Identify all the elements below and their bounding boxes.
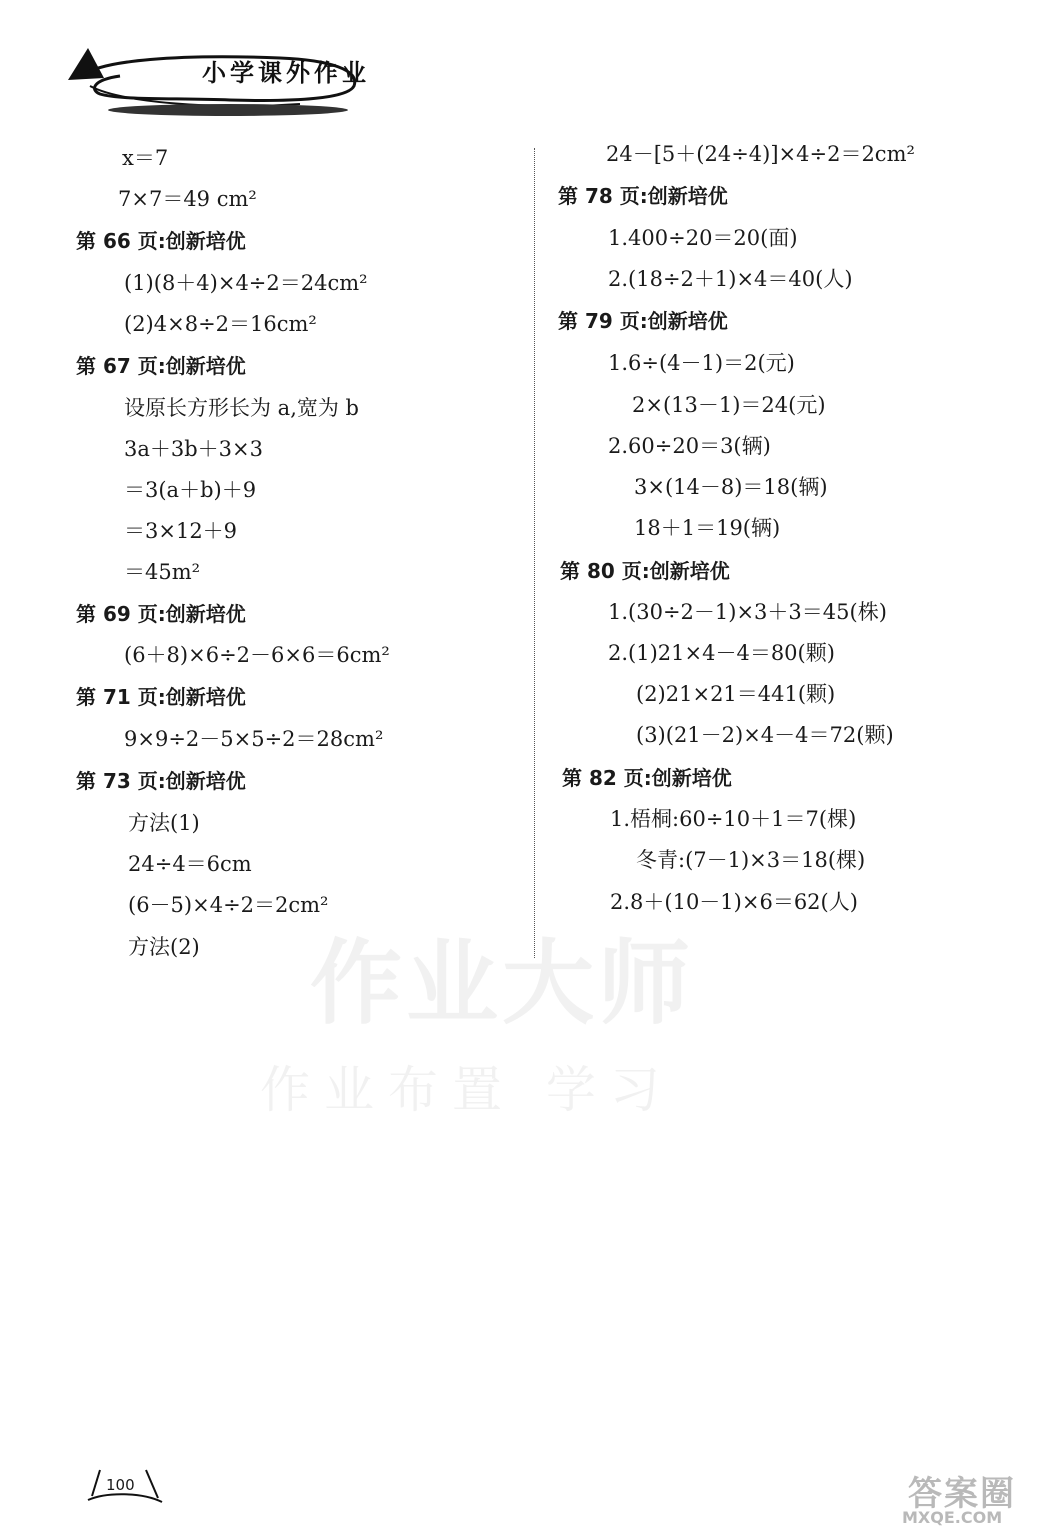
answer-line: 方法(1) [128,811,200,835]
watermark: 作业大师 作业布置 学习 [260,930,695,1119]
page-number-box [86,1462,166,1512]
answer-line: 24－[5＋(24÷4)]×4÷2＝2cm² [606,142,915,166]
answer-line: 3×(14－8)＝18(辆) [634,475,828,499]
section-heading: 第 78 页:创新培优 [558,184,728,208]
left-column [0,0,470,1000]
answer-line: 设原长方形长为 a,宽为 b [124,396,359,420]
column-divider [534,148,535,958]
answer-line: 1.(30÷2－1)×3＋3＝45(株) [608,600,887,624]
section-heading: 第 79 页:创新培优 [558,309,728,333]
answer-line: 1.梧桐:60÷10＋1＝7(棵) [610,807,857,831]
section-heading: 第 71 页:创新培优 [76,685,246,709]
answer-line: ＝3(a＋b)＋9 [124,478,257,502]
answer-line: 9×9÷2－5×5÷2＝28cm² [124,727,384,751]
answer-line: 冬青:(7－1)×3＝18(棵) [636,848,866,872]
answer-line: 7×7＝49 cm² [118,187,257,211]
header-title: 小学课外作业 [202,59,370,87]
answer-line: (1)(8＋4)×4÷2＝24cm² [124,271,368,295]
right-column [540,0,1010,1000]
answer-line: 18＋1＝19(辆) [634,516,781,540]
page-number: 100 [106,1476,135,1494]
answer-line: 1.6÷(4－1)＝2(元) [608,351,795,375]
section-heading: 第 67 页:创新培优 [76,354,246,378]
answer-line: x＝7 [122,146,169,170]
answer-line: (2)21×21＝441(颗) [636,682,836,706]
answer-line: (6＋8)×6÷2－6×6＝6cm² [124,643,390,667]
corner-logo-text: 答案圈 [908,1474,1016,1514]
corner-logo [902,1466,1032,1530]
section-heading: 第 73 页:创新培优 [76,769,246,793]
section-heading: 第 69 页:创新培优 [76,602,246,626]
answer-line: 3a＋3b＋3×3 [124,437,264,461]
answer-line: ＝45m² [124,560,201,584]
answer-line: (6－5)×4÷2＝2cm² [128,893,329,917]
corner-logo-url: MXQE.COM [902,1508,1003,1527]
answer-line: ＝3×12＋9 [124,519,238,543]
section-heading: 第 66 页:创新培优 [76,229,246,253]
answer-line: 2.8＋(10－1)×6＝62(人) [610,890,858,914]
answer-line: 2.60÷20＝3(辆) [608,434,771,458]
section-heading: 第 82 页:创新培优 [562,766,732,790]
answer-line: (3)(21－2)×4－4＝72(颗) [636,723,894,747]
answer-line: 24÷4＝6cm [128,852,252,876]
answer-line: (2)4×8÷2＝16cm² [124,312,317,336]
answer-line: 2×(13－1)＝24(元) [632,393,826,417]
section-heading: 第 80 页:创新培优 [560,559,730,583]
answer-line: 1.400÷20＝20(面) [608,226,798,250]
answer-line: 2.(1)21×4－4＝80(颗) [608,641,835,665]
answer-line: 2.(18÷2＋1)×4＝40(人) [608,267,853,291]
answer-line: 方法(2) [128,935,200,959]
